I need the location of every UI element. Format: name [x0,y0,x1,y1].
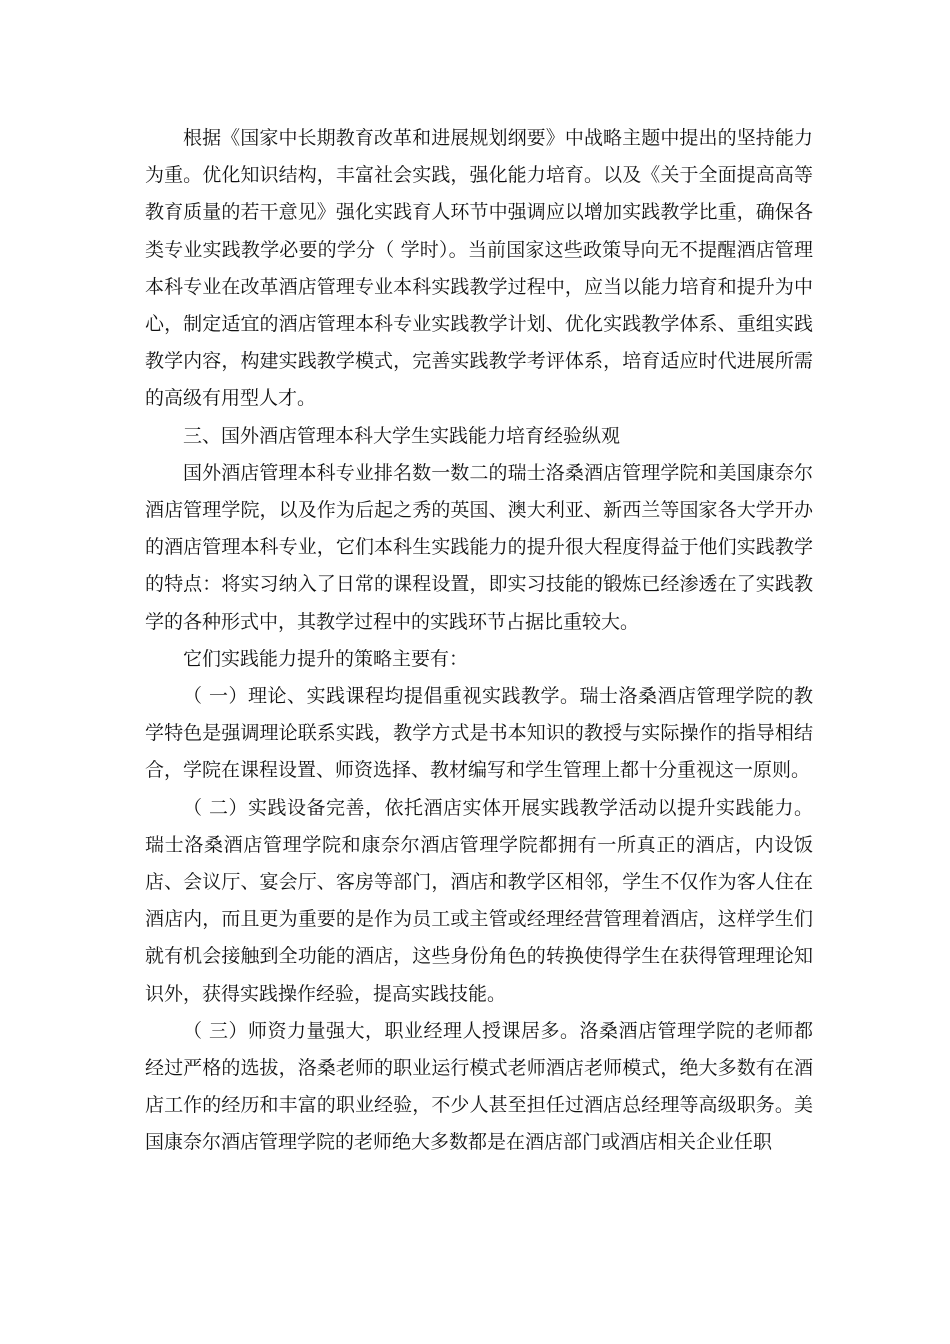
document-body [145,120,813,1162]
paragraph-overview: 国外酒店管理本科专业排名数一数二的瑞士洛桑酒店管理学院和美国康奈尔酒店管理学院，以及作为后起之秀的英国、澳大利亚、新西兰等国家各大学开办的酒店管理本科专业，它们本科生实践能力的提升很大程度得益于他们实践教学的特点：将实习纳入了日常的课程设置，即实习技能的锻炼已经渗透在了实践教学的各种形式中，其教学过程中的实践环节占据比重较大。 [145,461,813,633]
paragraph-policy: 根据《国家中长期教育改革和进展规划纲要》中战略主题中提出的坚持能力为重。优化知识结构，丰富社会实践，强化能力培育。以及《关于全面提高高等教育质量的若干意见》强化实践育人环节中强调应以增加实践教学比重，确保各类专业实践教学必要的学分（ 学时）。当前国家这些政策导向无不提醒酒店管理本科专业在改革酒店管理专业本科实践教学过程中，应当以能力培育和提升为中心，制定适宜的酒店管理本科专业实践教学计划、优化实践教学体系、重组实践教学内容，构建实践教学模式，完善实践教学考评体系，培育适应时代进展所需的高级有用型人才。 [145,127,813,410]
paragraph-strategy-3: （ 三）师资力量强大，职业经理人授课居多。洛桑酒店管理学院的老师都经过严格的选拔，洛桑老师的职业运行模式老师酒店老师模式，绝大多数有在酒店工作的经历和丰富的职业经验，不少人甚至担任过酒店总经理等高级职务。美国康奈尔酒店管理学院的老师绝大多数都是在酒店部门或酒店相关企业任职 [145,1019,813,1154]
paragraph-strategy-2: （ 二）实践设备完善，依托酒店实体开展实践教学活动以提升实践能力。瑞士洛桑酒店管理学院和康奈尔酒店管理学院都拥有一所真正的酒店，内设饭店、会议厅、宴会厅、客房等部门，酒店和教学区相邻，学生不仅作为客人住在酒店内，而且更为重要的是作为员工或主管或经理经营管理着酒店，这样学生们就有机会接触到全功能的酒店，这些身份角色的转换使得学生在获得管理理论知识外，获得实践操作经验，提高实践技能。 [145,796,813,1005]
paragraph-strategy-1: （ 一）理论、实践课程均提倡重视实践教学。瑞士洛桑酒店管理学院的教学特色是强调理论联系实践，教学方式是书本知识的教授与实际操作的指导相结合，学院在课程设置、师资选择、教材编写和学生管理上都十分重视这一原则。 [145,685,813,782]
paragraph-strategies-intro: 它们实践能力提升的策略主要有： [183,647,469,670]
section-heading: 三、国外酒店管理本科大学生实践能力培育经验纵观 [183,424,621,447]
